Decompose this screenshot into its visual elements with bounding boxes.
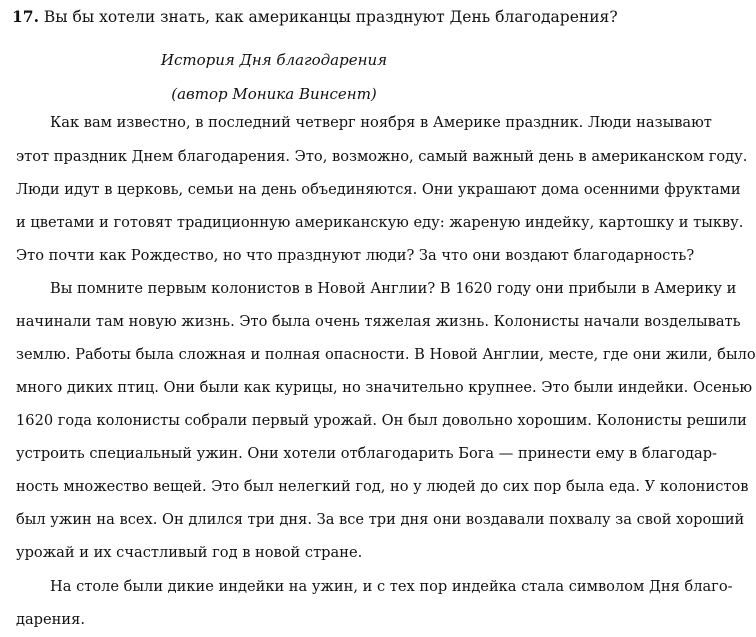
text-line: много диких птиц. Они были как курицы, но значительно крупнее. Это были индейки. Осенью xyxy=(16,379,753,396)
text-line: Люди идут в церковь, семьи на день объединяются. Они украшают дома осенними фруктами xyxy=(16,181,741,198)
question-number: 17. xyxy=(12,7,39,26)
question-text: Вы бы хотели знать, как американцы празднуют День благодарения? xyxy=(43,8,618,26)
text-line: Как вам известно, в последний четверг ноября в Америке праздник. Люди называют xyxy=(50,114,712,131)
text-line: и цветами и готовят традиционную американскую еду: жареную индейку, картошку и тыкву. xyxy=(16,214,744,231)
text-line: дарения. xyxy=(16,611,85,628)
question-line xyxy=(12,6,618,28)
text-line: Это почти как Рождество, но что празднуют люди? За что они воздают благодарность? xyxy=(16,247,695,264)
text-line: этот праздник Днем благодарения. Это, возможно, самый важный день в американском году. xyxy=(16,148,748,165)
text-line: ность множество вещей. Это был нелегкий год, но у людей до сих пор была еда. У колонистов xyxy=(16,478,749,495)
text-line: 1620 года колонисты собрали первый урожай. Он был довольно хорошим. Колонисты решили xyxy=(16,412,747,429)
text-line: начинали там новую жизнь. Это была очень тяжелая жизнь. Колонисты начали возделывать xyxy=(16,313,741,330)
text-line: Вы помните первым колонистов в Новой Англии? В 1620 году они прибыли в Америку и xyxy=(50,280,737,297)
text-line: урожай и их счастливый год в новой стране. xyxy=(16,544,363,561)
article-title: История Дня благодарения xyxy=(160,51,388,69)
text-line: устроить специальный ужин. Они хотели отблагодарить Бога — принести ему в благодар- xyxy=(16,445,717,462)
text-line: землю. Работы была сложная и полная опасности. В Новой Англии, месте, где они жили, было xyxy=(16,346,756,363)
article-author: (автор Моника Винсент) xyxy=(171,85,377,103)
text-line: На столе были дикие индейки на ужин, и с тех пор индейка стала символом Дня благо- xyxy=(50,578,733,595)
text-line: был ужин на всех. Он длился три дня. За все три дня они воздавали похвалу за свой хороший xyxy=(16,511,745,528)
